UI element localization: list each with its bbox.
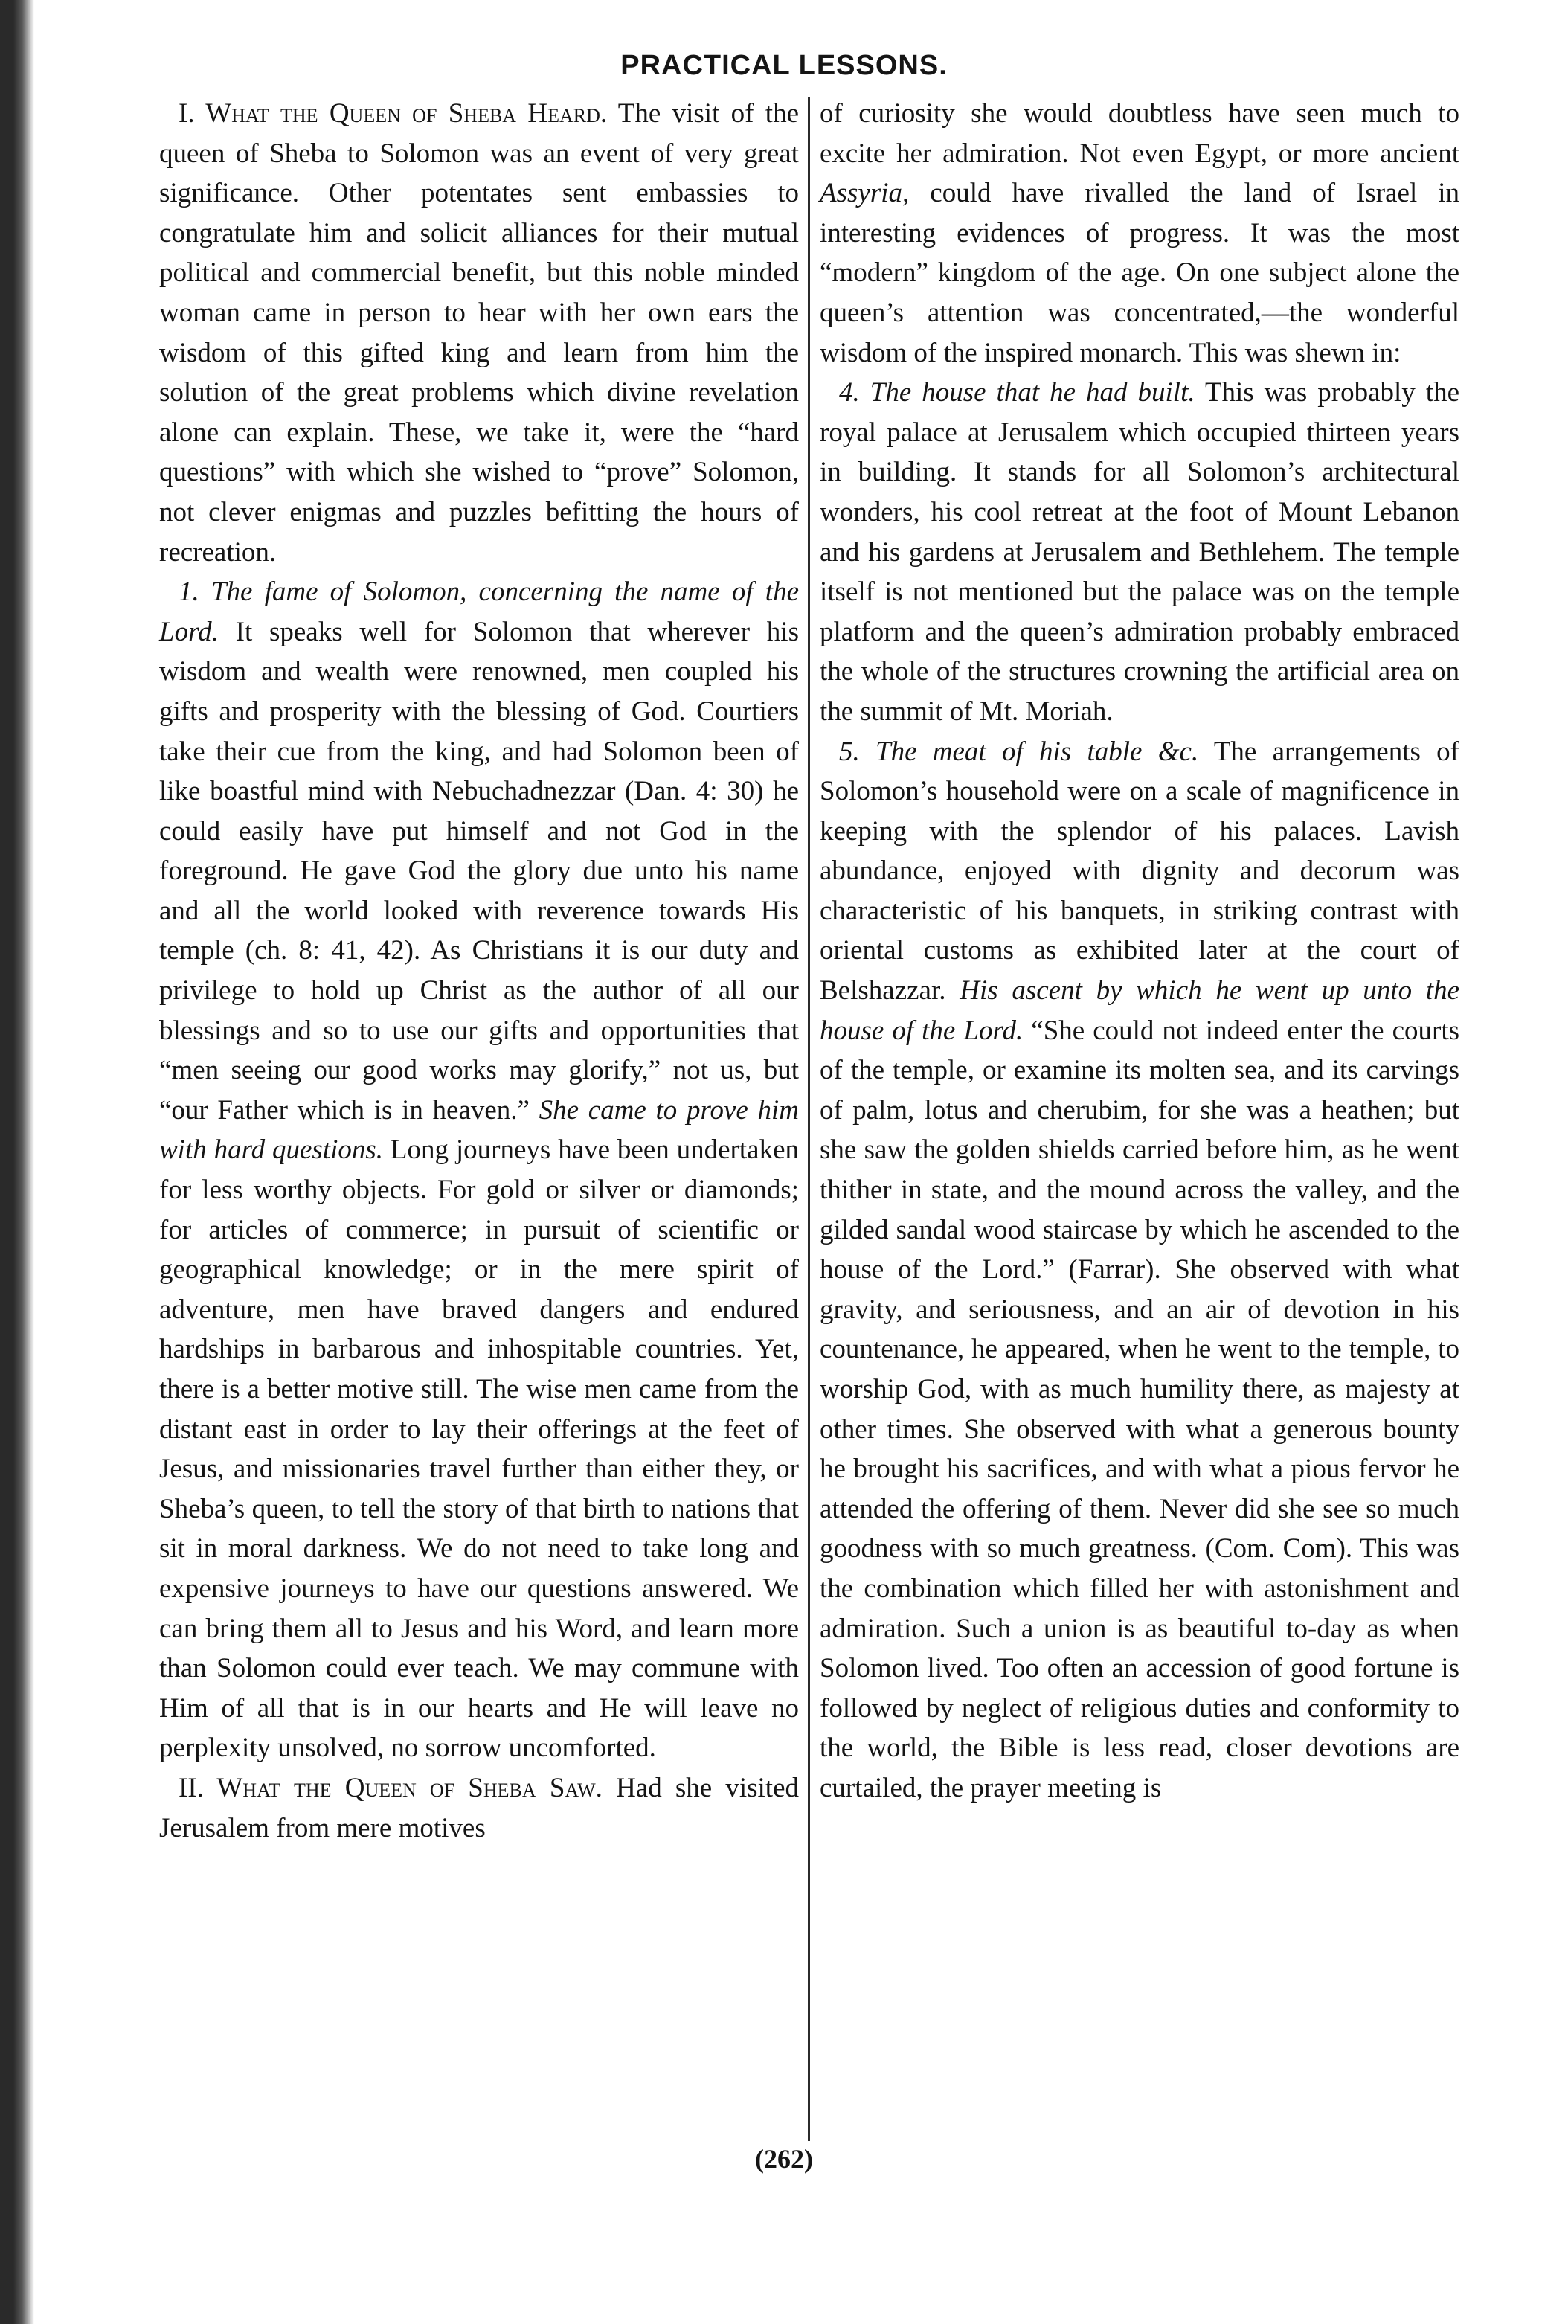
- paragraph-text: Had she visited Jerusalem from mere motives: [159, 1772, 800, 1843]
- paragraph-text: “She could not indeed enter the courts of the temple, or examine its molten sea, and its carvings of palm, lotus and cherubim, for she was a heathen; but she saw the golden shields carried before him, as he went thither in state, and the mound across the valley, and the gilded sandal wood staircase by which he ascended to the house of the Lord.” (Farrar). She observed with what gravity, and seriousness, and an air of devotion in his countenance, he appeared, when he went to the temple, to worship God, with as much humility there, as majesty at other times. She observed with what a generous bounty he brought his sacrifices, and with what a pious fervor he attended the offering of them. Never did she see so much goodness with so much greatness. (Com. Com). This was the combination which filled her with astonishment and admiration. Such a union is as beautiful to-day as when Solomon lived. Too often an accession of good fortune is followed by neglect of religious duties and conformity to the world, the Bible is less read, closer devotions are curtailed, the prayer meeting is: [820, 1015, 1459, 1803]
- section-heading: I. What the Queen of Sheba Heard.: [179, 98, 608, 129]
- subsection-five-paragraph: [820, 732, 1459, 1808]
- subsection-heading: 1. The fame of Solomon, concerning the name of the Lord.: [159, 577, 799, 647]
- paragraph-text: The arrangements of Solomon’s household were on a scale of magnificence in keeping with the splendor of his palaces. Lavish abundance, enjoyed with dignity and decorum was characteristic of his banquets, in striking contrast with oriental customs as exhibited later at the court of Belshazzar.: [820, 736, 1459, 1007]
- section-heading: II. What the Queen of Sheba Saw.: [179, 1772, 603, 1803]
- paragraph-text: could have rivalled the land of Israel in interesting evidences of progress. It was the most “modern” kingdom of the age. On one subject alone the queen’s attention was concentrated,—the wonderful wisdom of the inspired monarch. This was shewn in:: [820, 178, 1460, 368]
- italic-phrase: Assyria,: [820, 178, 910, 209]
- subsection-one-paragraph: [159, 572, 799, 1768]
- column-divider: [808, 97, 810, 2141]
- scan-binding-edge: [0, 0, 34, 2324]
- italic-phrase: His ascent by which he went up unto the house of the Lord.: [820, 975, 1460, 1046]
- paragraph-text: It speaks well for Solomon that wherever his wisdom and wealth were renowned, men coupled his gifts and prosperity with the blessing of God. Courtiers take their cue from the king, and had Solomon been of like boastful mind with Nebuchadnezzar (Dan. 4: 30) he could easily have put himself and not God in the foreground. He gave God the glory due unto his name and all the world looked with reverence towards His temple (ch. 8: 41, 42). As Christians it is our duty and privilege to hold up Christ as the author of all our blessings and so to use our gifts and opportunities that “men seeing our good works may glorify,” not us, but “our Father which is in heaven.”: [159, 616, 799, 1126]
- paragraph-text: The visit of the queen of Sheba to Solomon was an event of very great significance. Other potentates sent embassies to congratulate him and solicit alliances for their mutual political and commercial benefit, but this noble minded woman came in person to hear with her own ears the wisdom of this gifted king and learn from him the solution of the great problems which divine revelation alone can explain. These, we take it, were the “hard questions” with which she wished to “prove” Solomon, not clever enigmas and puzzles befitting the hours of recreation.: [159, 98, 799, 568]
- page-number: (262): [755, 2144, 813, 2174]
- page-heading: PRACTICAL LESSONS.: [620, 50, 948, 81]
- paragraph-text: of curiosity she would doubtless have seen much to excite her admiration. Not even Egypt, or more ancient: [820, 98, 1459, 169]
- left-column: [159, 94, 799, 1848]
- subsection-four-paragraph: [820, 373, 1459, 731]
- paragraph-text: This was probably the royal palace at Jerusalem which occupied thirteen years in building. It stands for all Solomon’s architectural wonders, his cool retreat at the foot of Mount Lebanon and his gardens at Jerusalem and Bethlehem. The temple itself is not mentioned but the palace was on the temple platform and the queen’s admiration probably embraced the whole of the structures crowning the artificial area on the summit of Mt. Moriah.: [820, 377, 1459, 727]
- subsection-heading: 4. The house that he had built.: [839, 377, 1195, 408]
- continued-paragraph: [820, 94, 1459, 373]
- right-column: [820, 94, 1459, 1808]
- section-one-paragraph: [159, 94, 799, 572]
- section-two-paragraph: [159, 1768, 799, 1848]
- subsection-heading: 5. The meat of his table &c.: [839, 736, 1199, 767]
- paragraph-text: Long journeys have been undertaken for less worthy objects. For gold or silver or diamonds; for articles of commerce; in pursuit of scientific or geographical knowledge; or in the mere spirit of adventure, men have braved dangers and endured hardships in barbarous and inhospitable countries. Yet, there is a better motive still. The wise men came from the distant east in order to lay their offerings at the feet of Jesus, and missionaries travel further than either they, or Sheba’s queen, to tell the story of that birth to nations that sit in moral darkness. We do not need to take long and expensive journeys to have our questions answered. We can bring them all to Jesus and his Word, and learn more than Solomon could ever teach. We may commune with Him of all that is in our hearts and He will leave no perplexity unsolved, no sorrow uncomforted.: [159, 1134, 799, 1764]
- italic-phrase: She came to prove him with hard questions.: [159, 1094, 800, 1166]
